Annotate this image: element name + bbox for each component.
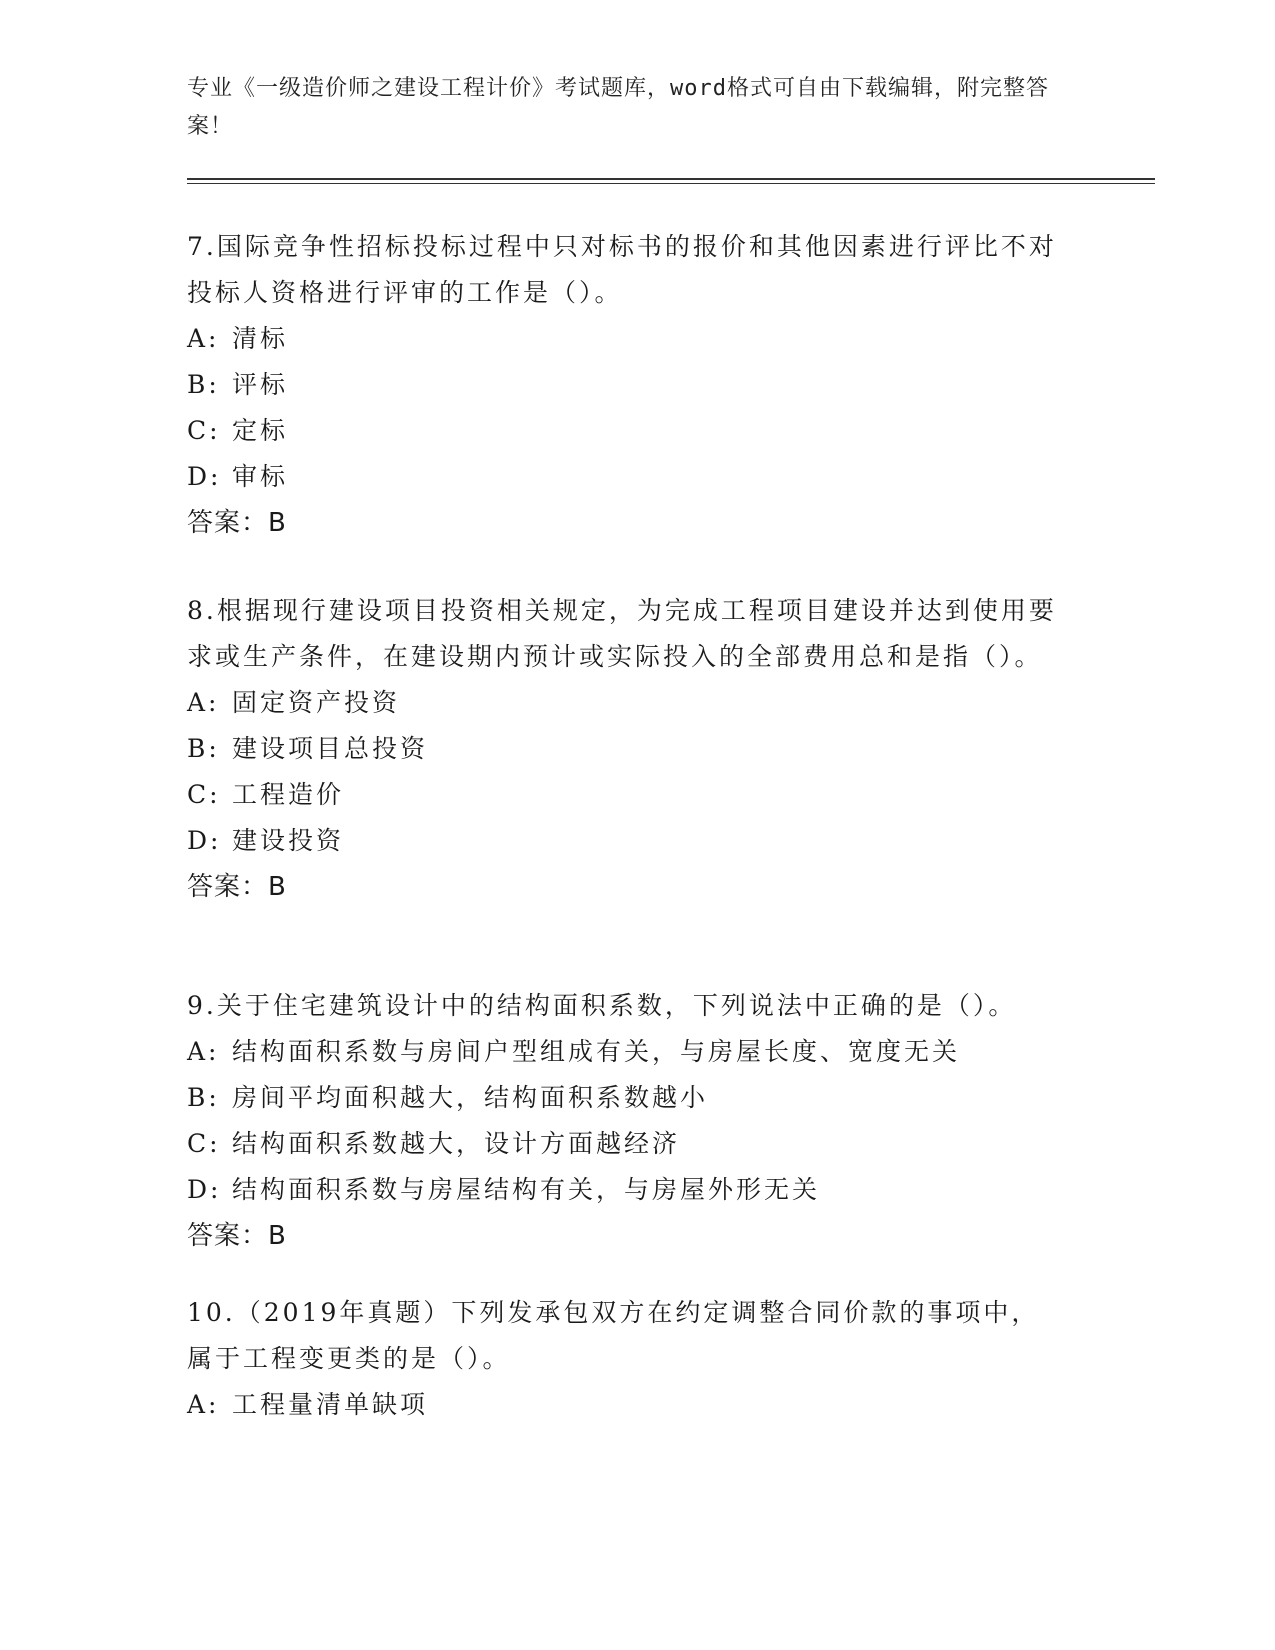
option-a bbox=[187, 316, 1067, 362]
option-b bbox=[187, 1075, 1067, 1121]
question-stem: 10.（2019年真题）下列发承包双方在约定调整合同价款的事项中，属于工程变更类的是（）。 bbox=[187, 1298, 1040, 1373]
option-letter: A: bbox=[187, 1390, 220, 1419]
option-letter: D: bbox=[187, 826, 222, 855]
option-letter: A: bbox=[187, 1037, 220, 1066]
option-text: 房间平均面积越大，结构面积系数越小 bbox=[232, 1083, 709, 1112]
option-text: 审标 bbox=[232, 462, 289, 491]
option-c bbox=[187, 408, 1067, 454]
question-stem: 9.关于住宅建筑设计中的结构面积系数，下列说法中正确的是（）。 bbox=[187, 991, 1017, 1020]
option-text: 工程造价 bbox=[232, 780, 345, 809]
option-text: 固定资产投资 bbox=[232, 688, 401, 717]
option-text: 定标 bbox=[232, 416, 289, 445]
header-divider-thick bbox=[187, 178, 1155, 180]
option-text: 结构面积系数与房间户型组成有关，与房屋长度、宽度无关 bbox=[232, 1037, 961, 1066]
option-a bbox=[187, 1382, 1067, 1428]
option-letter: C: bbox=[187, 1129, 221, 1158]
option-c bbox=[187, 1121, 1067, 1167]
answer-line: 答案：B bbox=[187, 508, 287, 538]
option-d bbox=[187, 454, 1067, 500]
option-letter: A: bbox=[187, 324, 220, 353]
option-text: 建设项目总投资 bbox=[232, 734, 429, 763]
option-b bbox=[187, 362, 1067, 408]
option-a bbox=[187, 680, 1067, 726]
document-header-note: 专业《一级造价师之建设工程计价》考试题库，word格式可自由下载编辑，附完整答案！ bbox=[187, 76, 1049, 139]
option-letter: C: bbox=[187, 780, 221, 809]
option-text: 结构面积系数越大，设计方面越经济 bbox=[232, 1129, 681, 1158]
option-b bbox=[187, 726, 1067, 772]
option-letter: B: bbox=[187, 734, 220, 763]
answer-line: 答案：B bbox=[187, 872, 287, 902]
option-d bbox=[187, 818, 1067, 864]
option-a bbox=[187, 1029, 1067, 1075]
option-letter: A: bbox=[187, 688, 220, 717]
option-text: 评标 bbox=[232, 370, 289, 399]
question-stem: 7.国际竞争性招标投标过程中只对标书的报价和其他因素进行评比不对投标人资格进行评审的工作是（）。 bbox=[187, 232, 1057, 307]
option-letter: C: bbox=[187, 416, 221, 445]
option-text: 清标 bbox=[232, 324, 289, 353]
option-letter: D: bbox=[187, 1175, 222, 1204]
question-stem: 8.根据现行建设项目投资相关规定，为完成工程项目建设并达到使用要求或生产条件，在建设期内预计或实际投入的全部费用总和是指（）。 bbox=[187, 596, 1057, 671]
option-text: 工程量清单缺项 bbox=[232, 1390, 429, 1419]
question-10 bbox=[187, 1290, 1067, 1428]
header-divider-thin bbox=[187, 183, 1155, 184]
option-d bbox=[187, 1167, 1067, 1213]
option-letter: D: bbox=[187, 462, 222, 491]
question-9 bbox=[187, 983, 1067, 1259]
answer-line: 答案：B bbox=[187, 1221, 287, 1251]
option-letter: B: bbox=[187, 1083, 220, 1112]
option-c bbox=[187, 772, 1067, 818]
option-text: 建设投资 bbox=[232, 826, 345, 855]
option-text: 结构面积系数与房屋结构有关，与房屋外形无关 bbox=[232, 1175, 821, 1204]
question-7 bbox=[187, 224, 1067, 546]
question-8 bbox=[187, 588, 1067, 910]
option-letter: B: bbox=[187, 370, 220, 399]
